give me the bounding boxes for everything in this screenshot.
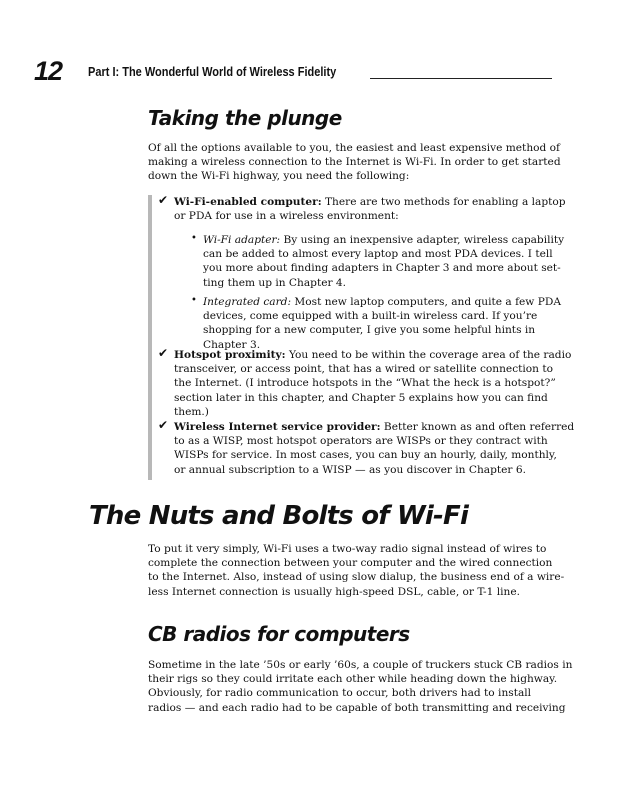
text-line: radios — and each radio had to be capable of both transmitting and receiving bbox=[148, 701, 566, 714]
text-line: transceiver, or access point, that has a wired or satellite connection to bbox=[174, 363, 553, 376]
text-line bbox=[203, 233, 564, 247]
heading-cb-radios: CB radios for computers bbox=[148, 622, 410, 646]
text-line: can be added to almost every laptop and most PDA devices. I tell bbox=[203, 248, 553, 261]
check-mark-icon: ✔ bbox=[158, 346, 169, 360]
text-line: to as a WISP, most hotspot operators are WISPs or they contract with bbox=[174, 435, 548, 448]
heading-nuts-and-bolts: The Nuts and Bolts of Wi-Fi bbox=[89, 501, 469, 531]
bullet-dot-icon: • bbox=[191, 233, 197, 244]
text-line: their rigs so they could irritate each other while heading down the highway. bbox=[148, 673, 558, 686]
text-line: Of all the options available to you, the easiest and least expensive method of bbox=[148, 142, 560, 154]
text-line: down the Wi-Fi highway, you need the following: bbox=[148, 170, 410, 183]
text-line: Better known as and often referred bbox=[380, 421, 575, 433]
bullet-dot-icon: • bbox=[191, 295, 197, 306]
text-line: them.) bbox=[174, 405, 209, 418]
item-term: Wi-Fi adapter: bbox=[203, 234, 281, 246]
check-mark-icon: ✔ bbox=[158, 193, 169, 207]
text-line: shopping for a new computer, I give you some helpful hints in bbox=[203, 324, 536, 337]
cb-paragraph bbox=[148, 658, 572, 715]
text-line bbox=[174, 348, 571, 362]
text-line bbox=[174, 195, 566, 209]
text-line: devices, come equipped with a built-in wireless card. If you’re bbox=[203, 310, 538, 323]
text-line bbox=[203, 295, 561, 309]
text-line: You need to be within the coverage area of the radio bbox=[285, 349, 572, 361]
item-term: Integrated card: bbox=[203, 296, 292, 308]
list-item bbox=[174, 195, 566, 223]
text-line: ting them up in Chapter 4. bbox=[203, 276, 347, 289]
sidebar-bar bbox=[148, 195, 152, 480]
list-item bbox=[174, 420, 574, 477]
text-line: to the Internet. Also, instead of using slow dialup, the business end of a wire- bbox=[148, 571, 565, 584]
text-line: you more about finding adapters in Chapter 3 and more about set- bbox=[203, 262, 561, 275]
sub-list-item bbox=[203, 295, 561, 352]
text-line: Obviously, for radio communication to occur, both drivers had to install bbox=[148, 687, 532, 700]
item-term: Wireless Internet service provider: bbox=[174, 421, 381, 433]
page-number: 12 bbox=[34, 56, 63, 86]
text-line: section later in this chapter, and Chapter 5 explains how you can find bbox=[174, 391, 548, 404]
item-term: Hotspot proximity: bbox=[174, 349, 286, 361]
running-header: Part I: The Wonderful World of Wireless Fidelity bbox=[88, 65, 337, 79]
list-item bbox=[174, 348, 571, 419]
text-line: Most new laptop computers, and quite a few PDA bbox=[291, 296, 561, 308]
sub-list-item bbox=[203, 233, 564, 290]
text-line: WISPs for service. In most cases, you can buy an hourly, daily, monthly, bbox=[174, 449, 557, 462]
item-term: Wi-Fi-enabled computer: bbox=[174, 196, 322, 208]
text-line: complete the connection between your computer and the wired connection bbox=[148, 557, 553, 570]
text-line: There are two methods for enabling a laptop bbox=[321, 196, 566, 208]
text-line: or annual subscription to a WISP — as you discover in Chapter 6. bbox=[174, 463, 526, 476]
text-line: Chapter 3. bbox=[203, 338, 261, 351]
text-line: less Internet connection is usually high-speed DSL, cable, or T-1 line. bbox=[148, 585, 520, 598]
text-line bbox=[174, 420, 574, 434]
text-line: the Internet. (I introduce hotspots in the “What the heck is a hotspot?” bbox=[174, 377, 556, 390]
check-mark-icon: ✔ bbox=[158, 418, 169, 432]
text-line: Sometime in the late ’50s or early ’60s, a couple of truckers stuck CB radios in bbox=[148, 659, 573, 671]
text-line: To put it very simply, Wi-Fi uses a two-way radio signal instead of wires to bbox=[148, 543, 547, 555]
header-rule bbox=[370, 78, 552, 79]
heading-taking-the-plunge: Taking the plunge bbox=[148, 106, 342, 130]
nuts-paragraph bbox=[148, 542, 564, 599]
intro-paragraph bbox=[148, 141, 561, 184]
text-line: By using an inexpensive adapter, wireless capability bbox=[280, 234, 565, 246]
text-line: making a wireless connection to the Internet is Wi-Fi. In order to get started bbox=[148, 156, 561, 169]
text-line: or PDA for use in a wireless environment: bbox=[174, 210, 399, 223]
